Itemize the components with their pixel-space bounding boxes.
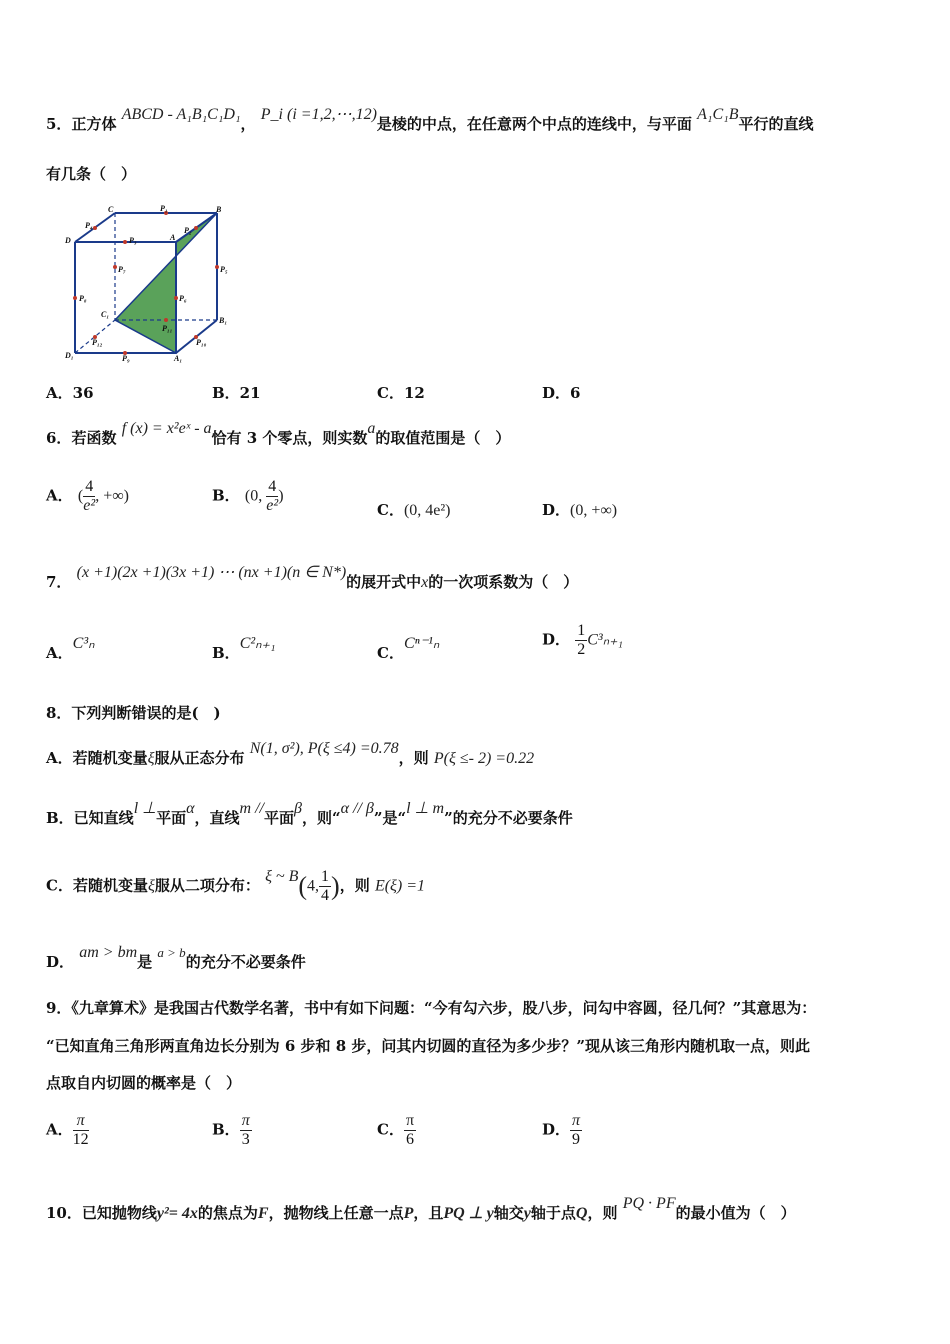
q8-option-b: B．已知直线l ⊥平面α，直线m //平面β，则“α // β”是“l ⊥ m”的充分不必要条件 — [46, 800, 573, 827]
q5-cube-expr: ABCD - A₁B₁C₁D₁ — [121, 106, 241, 123]
q5-option-a: A．36 — [46, 384, 94, 402]
q8-option-a: A．若随机变量ξ服从正态分布 N(1, σ²), P(ξ ≤4) =0.78，则 P(ξ ≤- 2) =0.22 — [46, 740, 535, 767]
q5-option-d: D．6 — [542, 384, 581, 402]
q7-stem: 7． (x +1)(2x +1)(3x +1) ⋯ (nx +1)(n ∈ N*)的展开式中x的一次项系数为（ ） — [46, 564, 579, 591]
label-P1: P₁ — [160, 204, 168, 213]
cube-figure — [60, 203, 240, 363]
label-P9: P₉ — [122, 354, 130, 363]
q7-option-c: C．Cⁿ⁻¹ₙ — [377, 635, 440, 662]
q9-line1: 9．《九章算术》是我国古代数学名著，书中有如下问题：“今有勾六步，股八步，问勾中容圆，径几何？”其意思为： — [46, 999, 817, 1017]
q6-option-b: B． (0, $\frac{4}{\text{e²}}$ ) — [212, 478, 284, 514]
label-D1: D₁ — [65, 351, 74, 360]
label-D: D — [65, 236, 71, 245]
q9-option-d: D． $\frac{\pi}{9}$ — [542, 1112, 581, 1148]
q10-dot-product: PQ · PF — [622, 1195, 676, 1212]
q9-option-b: B． $\frac{\pi}{3}$ — [212, 1112, 250, 1148]
q6-option-c: C．(0, 4e²) — [377, 501, 451, 519]
q9-option-a: A． $\frac{\pi}{12}$ — [46, 1112, 89, 1148]
q9-line2: “已知直角三角形两直角边长分别为 6 步和 8 步，问其内切圆的直径为多少步？”现从该三角形内随机取一点，则此 — [46, 1037, 811, 1055]
q6-stem: 6．若函数 f (x) = x²eˣ - a恰有 3 个零点，则实数a的取值范围是（ ） — [46, 420, 511, 447]
label-P2: P₂ — [184, 226, 192, 235]
label-P3: P₃ — [129, 236, 137, 245]
q9-line3: 点取自内切圆的概率是（ ） — [46, 1074, 242, 1092]
q5-number: 5． — [46, 115, 72, 133]
q10-stem: 10．已知抛物线y²= 4x的焦点为F，抛物线上任意一点P，且PQ ⊥ y轴交y轴于点Q，则 PQ · PF的最小值为（ ） — [46, 1195, 796, 1222]
label-P11: P₁₁ — [162, 324, 173, 333]
label-P10: P₁₀ — [196, 338, 207, 347]
q8-title: 8．下列判断错误的是( ) — [46, 704, 221, 722]
label-P6: P₆ — [179, 294, 187, 303]
q7-product-expr: (x +1)(2x +1)(3x +1) ⋯ (nx +1)(n ∈ N*) — [76, 564, 347, 581]
q7-option-d: D． $\frac{1}{2}$ C³ₙ₊₁ — [542, 622, 624, 658]
q8-option-d: D． am > bm是 a > b的充分不必要条件 — [46, 944, 306, 971]
q9-option-c: C． $\frac{\pi}{6}$ — [377, 1112, 415, 1148]
label-C: C — [108, 205, 114, 214]
q6-option-a: A． ( $\frac{4}{\text{e²}}$ , +∞) — [46, 478, 129, 514]
q6-option-d: D．(0, +∞) — [542, 501, 618, 519]
q8-option-c: C．若随机变量ξ服从二项分布： ξ ~ B(4, $\frac{1}{4}$ )，则 E(ξ) =1 — [46, 867, 426, 904]
q7-option-a: A．C³ₙ — [46, 635, 95, 662]
q6-function: f (x) = x²eˣ - a — [121, 420, 212, 437]
q5-option-c: C．12 — [377, 384, 425, 402]
q7-option-b: B．C²ₙ₊₁ — [212, 635, 276, 662]
label-B: B — [216, 205, 222, 214]
label-C1: C₁ — [101, 310, 110, 319]
q6-var-a: a — [367, 420, 376, 437]
q5-line1: 5．正方体 ABCD - A₁B₁C₁D₁， P_i (i =1,2,⋯,12)是棱的中点，在任意两个中点的连线中，与平面 A₁C₁B平行的直线 — [46, 106, 814, 133]
label-A: A — [170, 233, 176, 242]
label-P12: P₁₂ — [92, 338, 103, 347]
label-P5: P₅ — [220, 265, 228, 274]
label-A1: A₁ — [174, 354, 183, 363]
q5-pset-expr: P_i (i =1,2,⋯,12) — [260, 106, 377, 123]
label-P8: P₈ — [79, 294, 87, 303]
q5-plane-expr: A₁C₁B — [697, 106, 739, 123]
label-B1: B₁ — [219, 316, 228, 325]
q5-line2: 有几条（ ） — [46, 165, 137, 183]
q5-option-b: B．21 — [212, 384, 261, 402]
label-P4: P₄ — [85, 221, 93, 230]
label-P7: P₇ — [118, 265, 126, 274]
